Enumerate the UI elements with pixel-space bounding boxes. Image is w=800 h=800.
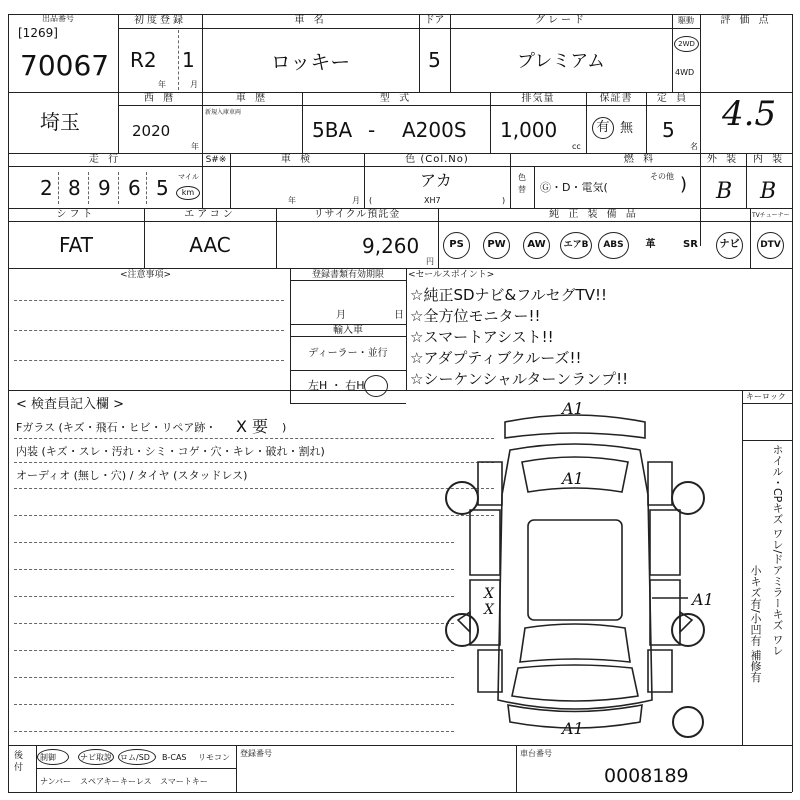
mark-right-door: A1 — [692, 590, 714, 609]
doors: 5 — [428, 48, 441, 72]
chassis-number: 0008189 — [604, 765, 689, 787]
windshield — [520, 624, 630, 662]
first-reg-era: R2 — [130, 48, 157, 72]
warranty-yes: 有 — [592, 117, 614, 139]
inspector-line-1-close: ) — [282, 421, 287, 434]
equip-ps: PS — [443, 232, 470, 259]
cert-label: S#※ — [205, 155, 227, 165]
wheel-left-front — [446, 614, 478, 646]
reg-docs-label: 登録書類有効期限 — [311, 270, 384, 280]
keyless-label: キーロック — [746, 392, 786, 401]
history-label: 車 歴 — [235, 93, 269, 104]
reg-month: 月 — [336, 310, 346, 321]
equip-navi: ナビ — [716, 232, 743, 259]
color-paren-open: ( — [369, 196, 373, 205]
sales-point-1: ☆純正SDナビ&フルセグTV!! — [410, 286, 608, 304]
wheel-right-front — [672, 614, 704, 646]
inspector-line-1: Fガラス (キズ・飛石・ヒビ・リペア跡・ — [16, 421, 217, 434]
right-front-door — [650, 580, 680, 645]
accessories-label: 後 付 — [14, 751, 24, 773]
western-year-label: 西 暦 — [143, 93, 177, 104]
insp-month-unit: 月 — [352, 196, 360, 205]
first-reg-month: 1 — [182, 48, 195, 72]
drive-2wd: 2WD — [674, 36, 699, 52]
fuel-text: Ⓖ・D・電気( — [540, 181, 608, 194]
circle-control — [37, 749, 69, 765]
side-note-main: ホイル・CPキズ ワレ/ドアミラーキズ ワレ — [771, 444, 784, 657]
mark-left-x-1: X — [484, 586, 494, 602]
displacement-label: 排気量 — [521, 93, 555, 104]
capacity-label: 定 員 — [656, 93, 690, 104]
drive-label: 駆動 — [678, 16, 694, 25]
recycle-amount: 9,260 — [362, 234, 420, 258]
reg-number-label: 登録番号 — [240, 749, 272, 758]
mileage-digit-3: 9 — [98, 176, 111, 200]
shift-label: シフト — [56, 209, 96, 220]
first-reg-label: 初度登録 — [134, 15, 186, 26]
car-damage-diagram — [430, 400, 720, 745]
sales-point-5: ☆シーケンシャルターンランプ!! — [410, 370, 629, 388]
hood — [512, 665, 638, 701]
drive-4wd: 4WD — [675, 68, 695, 77]
equip-aw: AW — [523, 232, 550, 259]
wheel-left-rear — [446, 482, 478, 514]
mileage-digit-5: 5 — [156, 176, 169, 200]
model-code: A200S — [402, 118, 467, 142]
ac: AAC — [189, 233, 231, 257]
shift: FAT — [58, 233, 93, 257]
interior-grade: B — [760, 179, 777, 204]
prefecture: 埼玉 — [40, 110, 80, 134]
ac-label: エアコン — [184, 209, 236, 220]
acc-control: 制御 — [40, 753, 56, 762]
model-prefix: 5BA — [312, 118, 353, 142]
right-rear-fender — [648, 462, 672, 505]
score-label: 評 価 点 — [720, 15, 772, 26]
inspection-label: 車 検 — [280, 154, 314, 165]
car-name: ロッキー — [270, 50, 351, 74]
sales-point-2: ☆全方位モニター!! — [410, 307, 541, 325]
equip-pw: PW — [483, 232, 510, 259]
steering-side: 左H ・ 右H — [308, 379, 365, 392]
sales-point-3: ☆スマートアシスト!! — [410, 328, 554, 346]
reg-day: 日 — [394, 310, 404, 321]
right-rear-door — [650, 510, 680, 575]
equip-abs: ABS — [598, 232, 629, 259]
acc-navi-manual: ナビ取説 — [80, 753, 112, 762]
acc-keyless: キーレス — [120, 777, 152, 786]
caution-label: <注意事項> — [120, 270, 172, 280]
month-unit: 月 — [190, 80, 198, 89]
equip-label: 純 正 装 備 品 — [549, 209, 639, 220]
warranty-label: 保証書 — [599, 93, 633, 104]
mileage-digit-4: 6 — [128, 176, 141, 200]
mark-rear-bumper: A1 — [562, 399, 584, 418]
car-name-label: 車 名 — [294, 15, 327, 26]
model-label: 型 式 — [379, 93, 413, 104]
fuel-label: 燃 料 — [623, 154, 657, 165]
year-unit: 年 — [158, 80, 166, 89]
acc-spare-key: スペアキー — [80, 777, 120, 786]
equip-leather: 革 — [645, 239, 656, 250]
mark-front-bumper: A1 — [562, 719, 584, 738]
mark-left-x-2: X — [484, 602, 494, 618]
grade-label: グレード — [535, 15, 587, 26]
interior-label: 内 装 — [752, 154, 786, 165]
lot-box: [1269] — [18, 26, 58, 40]
inspector-line-2: 内装 (キズ・スレ・汚れ・シミ・コゲ・穴・キレ・破れ・割れ) — [16, 445, 325, 458]
fuel-other: その他 — [650, 172, 674, 181]
yen-unit: 円 — [426, 257, 434, 266]
acc-rom-sd: ロム/SD — [120, 753, 150, 762]
km-unit: km — [176, 186, 200, 200]
wheel-right-rear — [672, 482, 704, 514]
displacement: 1,000 — [500, 118, 558, 142]
sales-point-4: ☆アダプティブクルーズ!! — [410, 349, 582, 367]
inspector-line-1-mark: X 要 — [236, 417, 269, 436]
acc-smart-key: スマートキー — [160, 777, 208, 786]
mile-unit: マイル — [178, 173, 199, 181]
western-year: 2020 — [132, 122, 171, 140]
mileage-digit-1: 2 — [40, 176, 53, 200]
capacity-unit: 名 — [690, 142, 698, 151]
history-note: 新規入庫車両 — [205, 109, 242, 116]
equip-dtv: DTV — [757, 232, 784, 259]
color-paren-close: ) — [502, 196, 506, 205]
color-code: XH7 — [424, 196, 441, 205]
mileage-label: 走 行 — [88, 154, 122, 165]
cc-unit: cc — [572, 142, 581, 151]
left-rear-fender — [478, 462, 502, 505]
circle-rom-sd — [118, 749, 156, 765]
lot-label: 出品番号 — [42, 14, 74, 23]
year-unit-2: 年 — [191, 142, 199, 151]
capacity: 5 — [662, 118, 675, 142]
equip-airbag: エアB — [560, 232, 592, 259]
insp-year-unit: 年 — [288, 196, 296, 205]
acc-remote: リモコン — [198, 753, 230, 762]
import-label: 輸入車 — [333, 325, 363, 336]
acc-bcas: B-CAS — [162, 753, 187, 762]
grade: プレミアム — [516, 51, 606, 72]
recycle-label: リサイクル預託金 — [313, 209, 401, 220]
acc-number: ナンバー — [40, 777, 72, 786]
doors-label: ドア — [424, 15, 445, 26]
roof — [528, 520, 622, 620]
right-hand-circle — [364, 375, 388, 397]
side-note-sub: 小キズ有/小凹有 補修有 — [749, 565, 762, 683]
spare-wheel — [673, 707, 703, 737]
rear-bumper — [505, 415, 645, 438]
color: アカ — [420, 171, 452, 190]
warranty-no: 無 — [620, 121, 634, 136]
fuel-close: ) — [680, 174, 688, 195]
equip-sunroof: SR — [683, 239, 698, 250]
mileage-digit-2: 8 — [68, 176, 81, 200]
color-label: 色 (Col.No) — [405, 154, 469, 165]
exterior-label: 外 装 — [706, 154, 740, 165]
score: 4.5 — [722, 94, 777, 134]
color-change-label: 色替 — [518, 173, 526, 194]
tv-tuner-label: TVチューナー — [752, 212, 790, 219]
sales-label: <セールスポイント> — [408, 270, 495, 280]
lot-number: 70067 — [20, 49, 110, 82]
exterior-grade: B — [716, 179, 733, 204]
mark-rear-gate: A1 — [562, 469, 584, 488]
model-dash: - — [368, 118, 376, 142]
dealer-parallel: ディーラー・並行 — [308, 348, 388, 359]
inspector-title: < 検査員記入欄 > — [16, 397, 125, 412]
circle-navi-manual — [78, 749, 114, 765]
left-rear-door — [470, 510, 500, 575]
inspector-line-3: オーディオ (無し・穴) / タイヤ (スタッドレス) — [16, 469, 248, 482]
chassis-label: 車台番号 — [520, 749, 552, 758]
